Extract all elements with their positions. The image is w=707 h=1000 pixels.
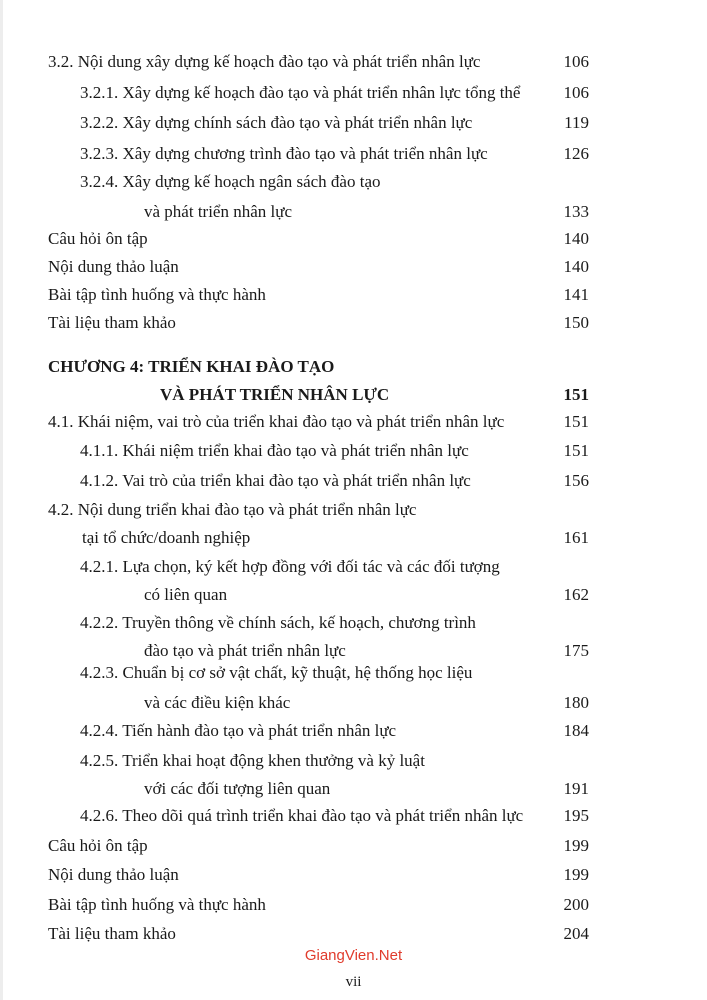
toc-entry-page: 151 xyxy=(563,385,589,404)
toc-entry-page: 204 xyxy=(563,924,589,943)
toc-entry-title: Câu hỏi ôn tập xyxy=(48,229,148,248)
toc-entry-title: Nội dung thảo luận xyxy=(48,257,179,276)
toc-entry-4-1 xyxy=(48,412,589,432)
site-watermark: GiangVien.Net xyxy=(304,947,403,964)
toc-entry-4-1-2 xyxy=(80,471,589,491)
toc-entry-page: 140 xyxy=(563,229,589,248)
toc-entry-c4-exercises xyxy=(48,895,589,915)
toc-entry-title-line1: 4.2.3. Chuẩn bị cơ sở vật chất, kỹ thuật, hệ thống học liệu xyxy=(80,663,473,682)
toc-entry-page: 141 xyxy=(563,285,589,304)
toc-entry-page: 200 xyxy=(563,895,589,914)
toc-entry-title: Bài tập tình huống và thực hành xyxy=(48,285,266,304)
toc-entry-title: Câu hỏi ôn tập xyxy=(48,836,148,855)
toc-entry-title-line2: tại tổ chức/doanh nghiệp xyxy=(82,528,251,547)
toc-chapter-4 xyxy=(48,357,589,405)
toc-entry-4-2-3 xyxy=(80,663,589,713)
toc-entry-title: Bài tập tình huống và thực hành xyxy=(48,895,266,914)
toc-entry-4-1-1 xyxy=(80,441,589,461)
toc-entry-c4-references xyxy=(48,924,589,944)
toc-entry-3-2-3 xyxy=(80,144,589,164)
toc-entry-title-line2: với các đối tượng liên quan xyxy=(144,779,331,798)
toc-entry-4-2-2 xyxy=(80,613,589,661)
toc-entry-title: 4.2.6. Theo dõi quá trình triển khai đào tạo và phát triển nhân lực xyxy=(80,806,524,825)
toc-entry-title: 3.2.1. Xây dựng kế hoạch đào tạo và phát triển nhân lực tổng thể xyxy=(80,83,521,102)
toc-entry-page: 191 xyxy=(563,779,589,798)
toc-entry-page: 133 xyxy=(563,202,589,221)
toc-entry-3-2 xyxy=(48,52,589,72)
toc-entry-title-line1: 3.2.4. Xây dựng kế hoạch ngân sách đào tạo xyxy=(80,172,381,191)
toc-entry-title: 3.2. Nội dung xây dựng kế hoạch đào tạo và phát triển nhân lực xyxy=(48,52,481,71)
page-edge-shadow xyxy=(0,0,3,1000)
toc-entry-page: 180 xyxy=(563,693,589,712)
toc-entry-title-line2: có liên quan xyxy=(144,585,228,604)
toc-entry-page: 106 xyxy=(563,83,589,102)
toc-entry-4-2-6 xyxy=(80,806,589,826)
toc-entry-page: 175 xyxy=(563,641,589,660)
toc-entry-page: 199 xyxy=(563,836,589,855)
toc-entry-title: 3.2.3. Xây dựng chương trình đào tạo và phát triển nhân lực xyxy=(80,144,488,163)
toc-entry-title-line2: và các điều kiện khác xyxy=(144,693,291,712)
toc-entry-4-2-1 xyxy=(80,557,589,605)
toc-entry-page: 119 xyxy=(564,113,589,132)
toc-entry-title-line1: 4.2. Nội dung triển khai đào tạo và phát triển nhân lực xyxy=(48,500,417,519)
toc-entry-page: 126 xyxy=(563,144,589,163)
toc-entry-title-line2: đào tạo và phát triển nhân lực xyxy=(144,641,346,660)
chapter-title-line1: CHƯƠNG 4: TRIỂN KHAI ĐÀO TẠO xyxy=(48,357,335,376)
toc-entry-page: 106 xyxy=(563,52,589,71)
toc-entry-4-2-5 xyxy=(80,751,589,799)
toc-entry-title: 4.1. Khái niệm, vai trò của triển khai đào tạo và phát triển nhân lực xyxy=(48,412,505,431)
toc-entry-title: Nội dung thảo luận xyxy=(48,865,179,884)
toc-entry-page: 151 xyxy=(563,412,589,431)
toc-entry-page: 161 xyxy=(563,528,589,547)
toc-entry-title: 3.2.2. Xây dựng chính sách đào tạo và phát triển nhân lực xyxy=(80,113,473,132)
toc-entry-c3-review xyxy=(48,229,589,249)
toc-entry-title: 4.2.4. Tiến hành đào tạo và phát triển nhân lực xyxy=(80,721,397,740)
toc-entry-page: 162 xyxy=(563,585,589,604)
toc-entry-title-line2: và phát triển nhân lực xyxy=(144,202,292,221)
toc-entry-title-line1: 4.2.1. Lựa chọn, ký kết hợp đồng với đối tác và các đối tượng xyxy=(80,557,500,576)
toc-entry-page: 140 xyxy=(563,257,589,276)
chapter-title-line2: VÀ PHÁT TRIỂN NHÂN LỰC xyxy=(160,385,390,404)
toc-entry-3-2-4 xyxy=(80,172,589,222)
toc-entry-page: 195 xyxy=(563,806,589,825)
toc-entry-3-2-1 xyxy=(80,83,589,103)
toc-entry-c3-references xyxy=(48,313,589,333)
toc-entry-page: 151 xyxy=(563,441,589,460)
toc-entry-title-line1: 4.2.5. Triển khai hoạt động khen thưởng và kỷ luật xyxy=(80,751,425,770)
toc-entry-page: 199 xyxy=(563,865,589,884)
toc-entry-title: Tài liệu tham khảo xyxy=(48,924,176,943)
toc-entry-c3-exercises xyxy=(48,285,589,305)
toc-entry-title-line1: 4.2.2. Truyền thông về chính sách, kế hoạch, chương trình xyxy=(80,613,476,632)
toc-entry-c3-discussion xyxy=(48,257,589,277)
toc-entry-title: Tài liệu tham khảo xyxy=(48,313,176,332)
toc-entry-3-2-2 xyxy=(80,113,589,133)
toc-entry-page: 184 xyxy=(563,721,589,740)
toc-entry-page: 156 xyxy=(563,471,589,490)
toc-entry-page: 150 xyxy=(563,313,589,332)
toc-entry-title: 4.1.2. Vai trò của triển khai đào tạo và phát triển nhân lực xyxy=(80,471,471,490)
toc-entry-title: 4.1.1. Khái niệm triển khai đào tạo và phát triển nhân lực xyxy=(80,441,469,460)
toc-entry-4-2 xyxy=(48,500,589,548)
toc-entry-c4-discussion xyxy=(48,865,589,885)
toc-entry-c4-review xyxy=(48,836,589,856)
page-number: vii xyxy=(345,974,362,990)
toc-entry-4-2-4 xyxy=(80,721,589,741)
